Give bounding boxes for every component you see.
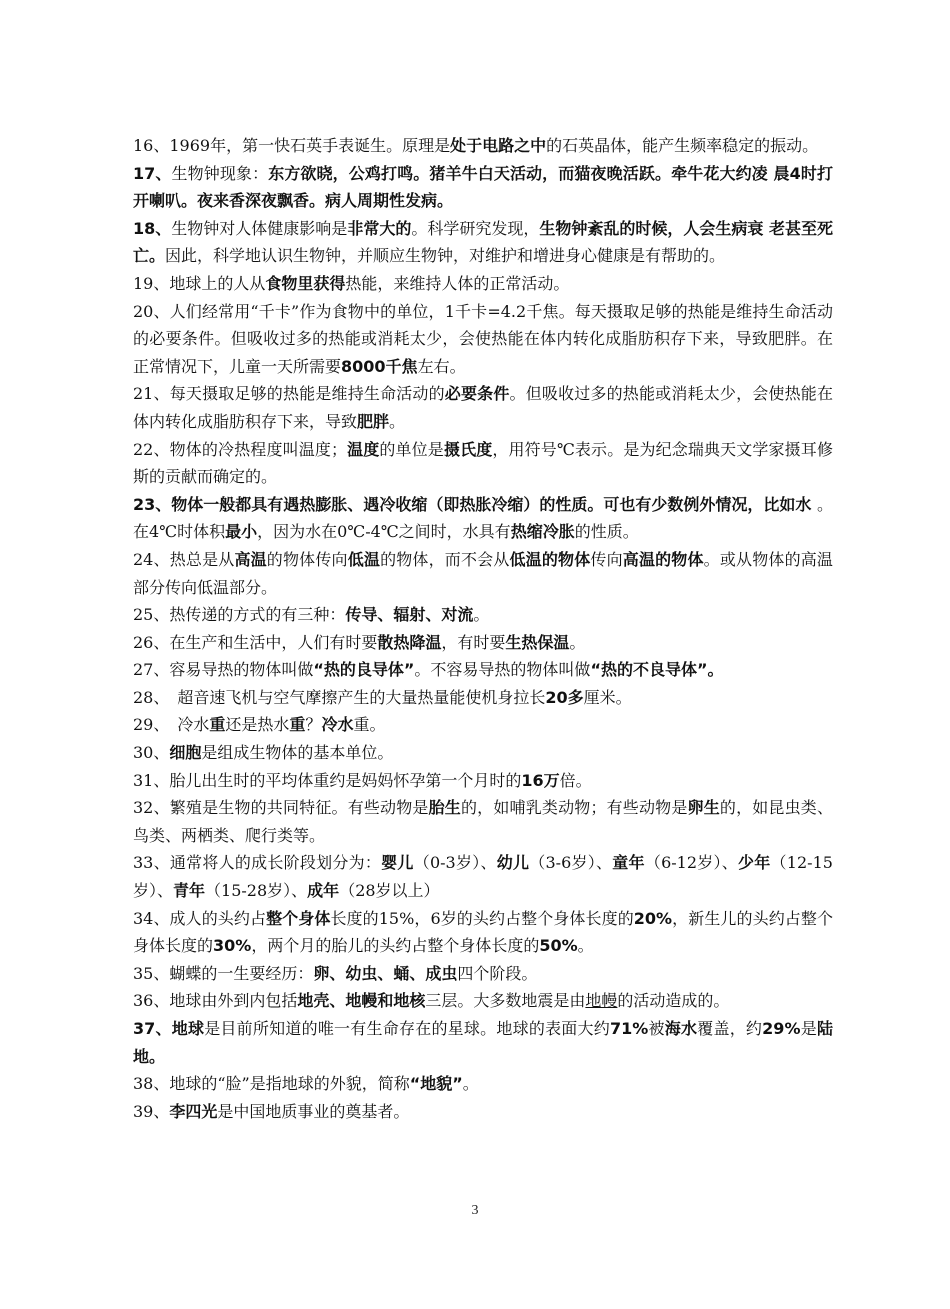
bold-text: 散热降温 (377, 632, 442, 652)
text-run: （12-15岁）、 (133, 853, 833, 901)
bold-text: 生热保温 (505, 632, 570, 652)
bold-text: 50% (539, 936, 578, 956)
list-item (133, 684, 833, 712)
bold-text: 冷水 (321, 715, 354, 735)
bold-text: 卵生 (687, 798, 720, 818)
list-item (133, 794, 833, 849)
text-run: 20、人们经常用“千卡”作为食物中的单位，1千卡=4.2千焦。每天摄取足够的热能是维持生命活动的必要条件。但吸收过多的热能或消耗太少，会使热能在体内转化成脂肪积存下来，导致肥胖。在正常情况下，儿童一天所需要 (133, 301, 833, 376)
text-run: 。 (577, 936, 594, 956)
text-run: 传向 (590, 549, 623, 569)
text-run: 的性质。 (574, 522, 639, 542)
bold-text: 高温 (234, 549, 267, 569)
text-run: （0-3岁）、 (413, 853, 497, 873)
list-item (133, 987, 833, 1015)
text-run: 29、 冷水 (133, 715, 210, 735)
bold-text: 20% (633, 908, 673, 928)
page-number: 3 (471, 1203, 479, 1218)
text-run: 。 (389, 411, 406, 431)
list-item (133, 1098, 833, 1126)
text-run: 28、 超音速飞机与空气摩擦产生的大量热量能使机身拉长 (133, 687, 546, 707)
bold-text: “地貌” (409, 1074, 463, 1094)
text-run: 31、胎儿出生时的平均体重约是妈妈怀孕第一个月时的 (133, 770, 522, 790)
text-run: 36、地球由外到内包括 (133, 991, 298, 1011)
bold-text: 37、地球 (133, 1019, 205, 1038)
text-run: ，两个月的胎儿的头约占整个身体长度的 (251, 936, 540, 956)
bold-text: 少年 (738, 853, 771, 873)
text-run: 19、地球上的人从 (133, 273, 266, 293)
text-run: 左右。 (417, 356, 466, 376)
bold-text: 传导、辐射、对流 (345, 605, 474, 625)
list-item (133, 849, 833, 904)
text-run: 厘米。 (583, 687, 632, 707)
bold-text: 最小 (225, 522, 258, 542)
text-run: ？ (305, 715, 322, 735)
bold-text: 海水 (664, 1019, 698, 1038)
text-run: 的石英晶体，能产生频率稳定的振动。 (546, 136, 819, 155)
list-item (133, 629, 833, 657)
bold-text: 30% (213, 936, 252, 956)
bold-text: 低温的物体 (509, 549, 591, 569)
bold-text: 17、 (133, 163, 172, 183)
text-run: 。 (462, 1074, 479, 1094)
list-item (133, 656, 833, 684)
text-run: 热能，来维持人体的正常活动。 (345, 273, 570, 293)
bold-text: 青年 (173, 881, 206, 901)
text-run: ，因为水在0℃-4℃之间时，水具有 (257, 522, 511, 542)
bold-text: 18、 (133, 218, 172, 238)
text-run: 30、 (133, 743, 170, 763)
bold-text: 8000千焦 (341, 356, 418, 376)
list-item (133, 270, 833, 298)
bold-text: “热的不良导体”。 (590, 660, 724, 680)
text-run: 的，如昆虫类、鸟类、两栖类、爬行类等。 (133, 798, 833, 845)
text-run: 39、 (133, 1101, 170, 1121)
bold-text: 23、物体一般都具有遇热膨胀、遇冷收缩（即热胀冷缩）的性质。可也有少数例外情况，比如水 (133, 494, 817, 514)
text-run: 。但吸收过多的热能或消耗太少，会使热能在体内转化成脂肪积存下来，导致 (133, 384, 833, 431)
list-item (133, 546, 833, 601)
bold-text: 细胞 (169, 743, 202, 763)
list-item (133, 215, 833, 270)
bold-text: 童年 (612, 853, 645, 873)
document-body (133, 132, 833, 1125)
text-run: （15-28岁）、 (205, 881, 308, 901)
text-run: 三层。大多数地震是由 (425, 991, 586, 1011)
underlined-text: 地幔 (585, 991, 618, 1011)
bold-text: 地壳、地幔和地核 (297, 991, 426, 1011)
list-item (133, 298, 833, 381)
text-run: 覆盖，约 (697, 1019, 763, 1038)
text-run: 。科学研究发现， (411, 218, 540, 238)
text-run: （3-6岁）、 (529, 853, 613, 873)
bold-text: 必要条件 (444, 384, 510, 404)
text-run: 重。 (353, 715, 386, 735)
text-run: 四个阶段。 (457, 963, 538, 983)
text-run: 32、繁殖是生物的共同特征。有些动物是 (133, 798, 429, 818)
bold-text: 陆地。 (133, 1019, 833, 1066)
text-run: 22、物体的冷热程度叫温度； (133, 439, 347, 459)
list-item (133, 711, 833, 739)
list-item (133, 380, 833, 435)
bold-text: 重 (209, 715, 226, 735)
text-run: （6-12岁）、 (644, 853, 739, 873)
text-run: 是目前所知道的唯一有生命存在的星球。地球的表面大约 (204, 1019, 610, 1038)
list-item (133, 767, 833, 795)
text-run: 26、在生产和生活中，人们有时要 (133, 632, 378, 652)
list-item (133, 491, 833, 546)
text-run: （28岁以上） (339, 881, 440, 901)
text-run: 的活动造成的。 (617, 991, 730, 1011)
list-item (133, 436, 833, 491)
text-run: 21、每天摄取足够的热能是维持生命活动的 (133, 384, 445, 404)
text-run: 的物体，而不会从 (380, 549, 510, 569)
bold-text: 卵、幼虫、蛹、成虫 (313, 963, 458, 983)
bold-text: 摄氏度 (443, 439, 493, 459)
text-run: 因此，科学地认识生物钟，并顺应生物钟，对维护和增进身心健康是有帮助的。 (165, 246, 726, 266)
list-item (133, 1070, 833, 1098)
text-run: 还是热水 (225, 715, 290, 735)
text-run: 25、热传递的方式的有三种： (133, 605, 346, 625)
text-run: 生物钟现象： (171, 163, 269, 183)
text-run: 的，如哺乳类动物；有些动物是 (460, 798, 688, 818)
text-run: ，新生儿的头约占整个身体长度的 (133, 908, 833, 956)
bold-text: 低温 (347, 549, 381, 569)
bold-text: 处于电路之中 (450, 136, 547, 155)
bold-text: 重 (289, 715, 306, 735)
list-item (133, 960, 833, 988)
text-run: ，有时要 (441, 632, 506, 652)
text-run: 生物钟对人体健康影响是 (171, 218, 348, 238)
list-item (133, 601, 833, 629)
bold-text: “热的良导体” (313, 660, 415, 680)
list-item (133, 1015, 833, 1070)
bold-text: 生物钟紊乱的时候，人会生病衰 老甚至死亡。 (133, 218, 833, 266)
bold-text: 非常大的 (347, 218, 412, 238)
bold-text: 婴儿 (381, 853, 414, 873)
list-item (133, 160, 833, 215)
text-run: 34、成人的头约占 (133, 908, 267, 928)
text-run: 38、地球的“脸”是指地球的外貌，简称 (133, 1074, 410, 1094)
text-run: 是组成生物体的基本单位。 (201, 743, 394, 763)
bold-text: 71% (610, 1019, 649, 1038)
list-item (133, 132, 833, 160)
text-run: 。或从物体的高温部分传向低温部分。 (133, 549, 833, 597)
text-run: 。不容易导热的物体叫做 (414, 660, 591, 680)
list-item (133, 739, 833, 767)
bold-text: 温度 (346, 439, 380, 459)
text-run: 倍。 (559, 770, 592, 790)
text-run: 33、通常将人的成长阶段划分为： (133, 853, 382, 873)
text-run: 27、容易导热的物体叫做 (133, 660, 314, 680)
bold-text: 成年 (307, 881, 340, 901)
list-item (133, 905, 833, 960)
bold-text: 肥胖 (357, 411, 390, 431)
text-run: 35、蝴蝶的一生要经历： (133, 963, 314, 983)
text-run: 是中国地质事业的奠基者。 (217, 1101, 410, 1121)
text-run: ，用符号℃表示。是为纪念瑞典天文学家摄耳修斯的贡献而确定的。 (133, 439, 833, 487)
bold-text: 热缩冷胀 (510, 522, 575, 542)
text-run: 长度的15%，6岁的头约占整个身体长度的 (330, 908, 634, 928)
bold-text: 东方欲晓，公鸡打鸣。猪羊牛白天活动，而猫夜晚活跃。牵牛花大约凌 晨4时打开喇叭。夜来香深夜飘香。病人周期性发病。 (133, 163, 833, 211)
text-run: 被 (648, 1019, 665, 1038)
text-run: 。在4℃时体积 (133, 494, 833, 542)
text-run: 。 (473, 605, 490, 625)
bold-text: 幼儿 (496, 853, 530, 873)
bold-text: 16万 (521, 770, 560, 790)
text-run: 。 (569, 632, 586, 652)
bold-text: 整个身体 (266, 908, 331, 928)
bold-text: 高温的物体 (622, 549, 704, 569)
text-run: 的单位是 (379, 439, 444, 459)
bold-text: 胎生 (428, 798, 461, 818)
text-run: 24、热总是从 (133, 549, 235, 569)
text-run: 16、1969年，第一快石英手表诞生。原理是 (133, 136, 451, 155)
bold-text: 李四光 (169, 1101, 218, 1121)
bold-text: 29% (762, 1019, 801, 1038)
bold-text: 20多 (545, 687, 584, 707)
bold-text: 食物里获得 (265, 273, 346, 293)
text-run: 的物体传向 (266, 549, 348, 569)
text-run: 是 (800, 1019, 817, 1038)
